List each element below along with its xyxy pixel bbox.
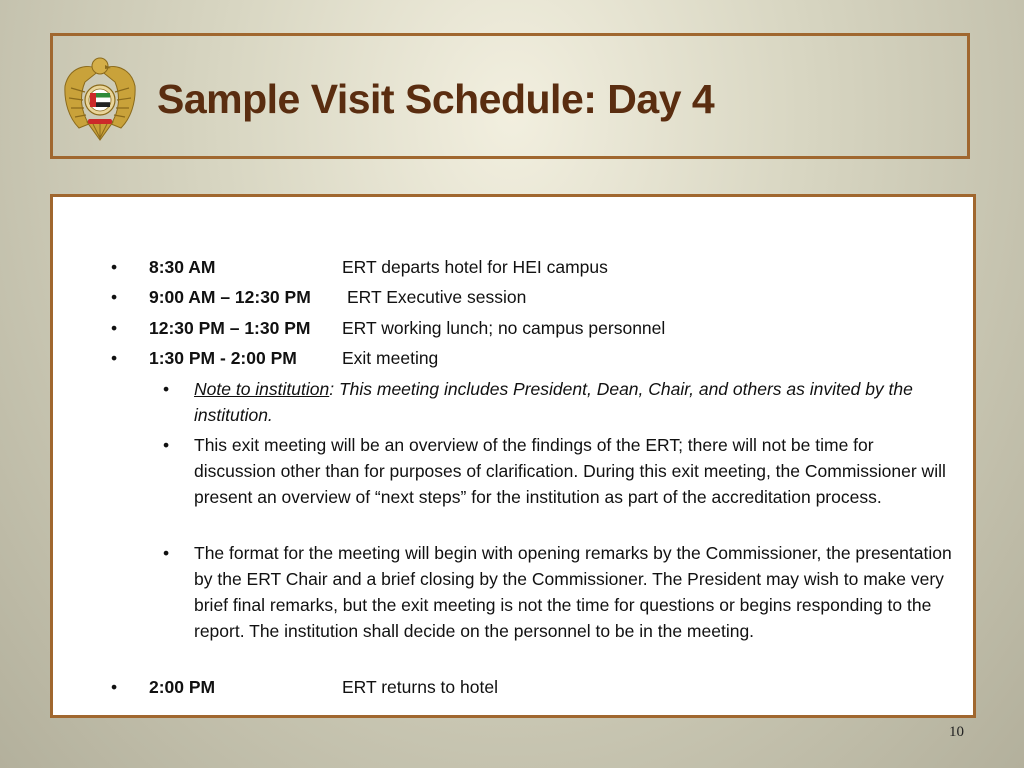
schedule-time: 2:00 PM xyxy=(149,677,216,697)
note-to-institution xyxy=(194,376,954,428)
bullet: • xyxy=(111,677,118,697)
exit-meeting-format: The format for the meeting will begin with opening remarks by the Commissioner, the presentation by the ERT Chair and a brief closing by the Commissioner. The President may wish to make very brief final remarks, but the exit meeting is not the time for questions or begins responding to the report. The institution shall decide on the personnel to be in the meeting. xyxy=(194,543,952,641)
bullet: • xyxy=(111,318,118,338)
bullet: • xyxy=(111,257,118,277)
falcon-emblem-icon xyxy=(61,52,139,144)
sub-bullet: • xyxy=(163,543,170,563)
exit-meeting-overview: This exit meeting will be an overview of the findings of the ERT; there will not be time for discussion other than for purposes of clarification. During this exit meeting, the Commissioner will present an overview of “next steps” for the institution as part of the accreditation process. xyxy=(194,435,946,507)
schedule-description: ERT departs hotel for HEI campus xyxy=(342,257,608,277)
sub-bullet: • xyxy=(163,435,170,455)
bullet: • xyxy=(111,287,118,307)
sub-bullet: • xyxy=(163,379,170,399)
schedule-description: ERT Executive session xyxy=(347,287,527,307)
schedule-time: 1:30 PM - 2:00 PM xyxy=(149,348,297,368)
bullet: • xyxy=(111,348,118,368)
schedule-description: Exit meeting xyxy=(342,348,439,368)
schedule-time: 8:30 AM xyxy=(149,257,216,277)
note-label: Note to institution xyxy=(194,379,330,399)
note-text: : This meeting includes President, Dean, Chair, and others as invited by the institution. xyxy=(194,379,913,425)
page-title: Sample Visit Schedule: Day 4 xyxy=(157,76,715,122)
schedule-time: 9:00 AM – 12:30 PM xyxy=(149,287,311,307)
schedule-description: ERT working lunch; no campus personnel xyxy=(342,318,666,338)
schedule-description: ERT returns to hotel xyxy=(342,677,498,697)
content-box xyxy=(50,194,976,718)
page-number: 10 xyxy=(949,724,964,740)
schedule-time: 12:30 PM – 1:30 PM xyxy=(149,318,311,338)
title-box xyxy=(50,33,970,159)
